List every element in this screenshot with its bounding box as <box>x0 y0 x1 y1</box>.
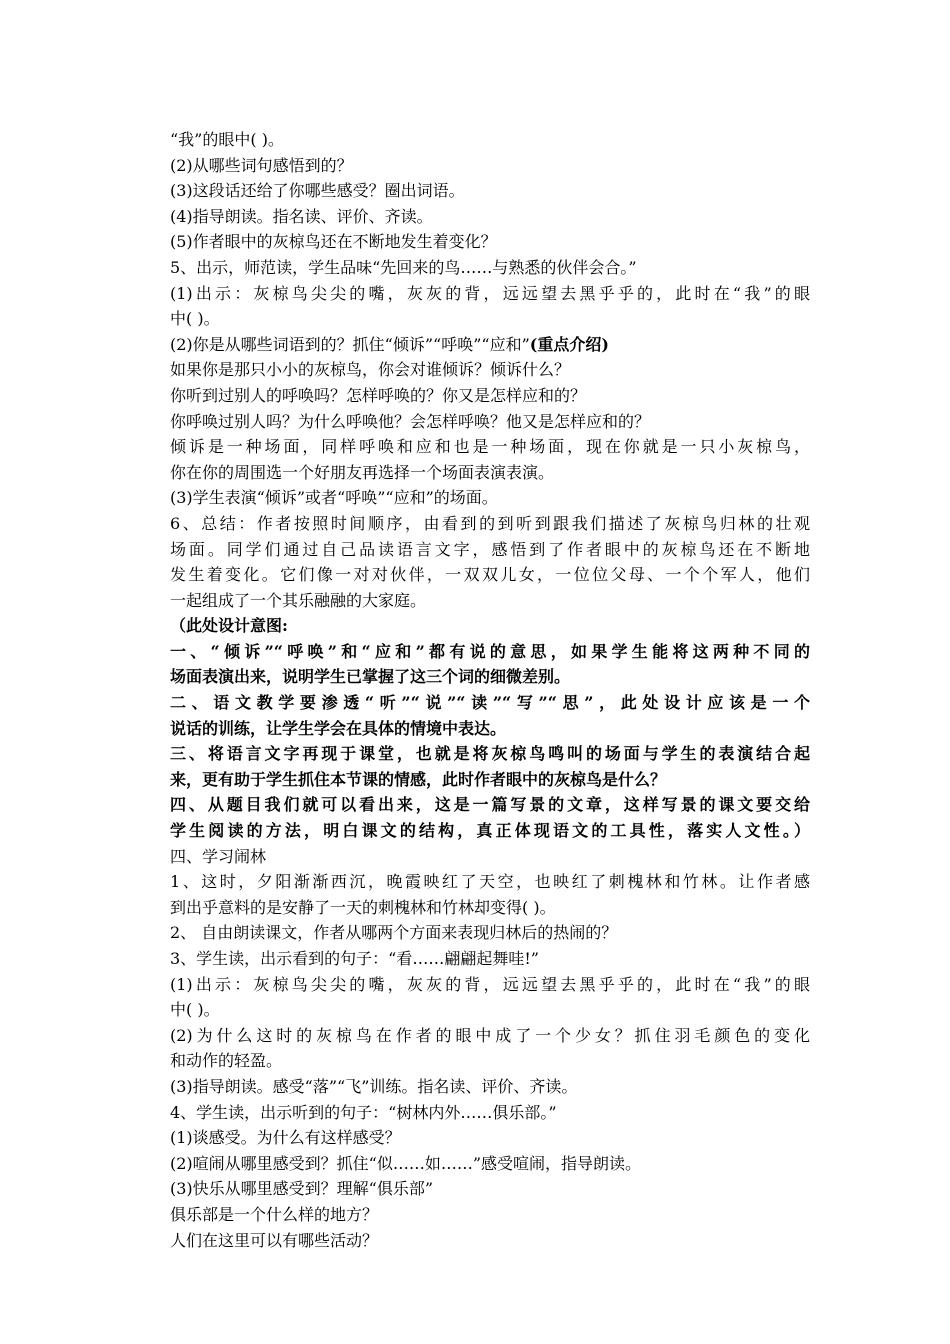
text-line <box>170 1202 810 1228</box>
text-line <box>170 997 810 1023</box>
text-line <box>170 690 810 716</box>
text-line <box>170 460 810 486</box>
line-text: 俱乐部是一个什么样的地方？ <box>170 1204 379 1224</box>
text-line <box>170 869 810 895</box>
text-line <box>170 281 810 307</box>
text-line <box>170 409 810 435</box>
text-line <box>170 716 810 742</box>
text-line <box>170 332 810 358</box>
text-line <box>170 306 810 332</box>
text-line <box>170 1100 810 1126</box>
text-line <box>170 1125 810 1151</box>
line-text: (5)作者眼中的灰椋鸟还在不断地发生着变化？ <box>170 232 497 252</box>
text-line <box>170 818 810 844</box>
text-line <box>170 664 810 690</box>
line-text: 倾诉是一种场面，同样呼唤和应和也是一种场面，现在你就是一只小灰椋鸟， <box>170 437 810 457</box>
text-line <box>170 844 810 870</box>
line-text: (3)这段话还给了你哪些感受？圈出词语。 <box>170 181 465 201</box>
line-text: (2)喧闹从哪里感受到？抓住“似……如……”感受喧闹，指导朗读。 <box>170 1153 642 1173</box>
line-text: 3、学生读，出示看到的句子：“看……翩翩起舞哇!” <box>170 949 539 968</box>
line-text: 四、从题目我们就可以看出来，这是一篇写景的文章，这样写景的课文要交给 <box>170 795 810 815</box>
document-page <box>170 127 810 1253</box>
text-line <box>170 511 810 537</box>
line-text: 场面表演出来，说明学生已掌握了这三个词的细微差别。 <box>170 667 571 687</box>
text-line <box>170 792 810 818</box>
line-text: 如果你是那只小小的灰椋鸟，你会对谁倾诉？倾诉什么？ <box>170 360 571 380</box>
line-text: 4、学生读，出示听到的句子：“树林内外……俱乐部。” <box>170 1102 557 1122</box>
line-text: (1)谈感受。为什么有这样感受？ <box>170 1128 401 1148</box>
line-text: 你呼唤过别人吗？为什么呼唤他？会怎样呼唤？他又是怎样应和的？ <box>170 411 651 431</box>
line-text: 一、“倾诉”“呼唤”和“应和”都有说的意思，如果学生能将这两种不同的 <box>170 641 810 661</box>
line-text: 来，更有助于学生抓住本节课的情感，此时作者眼中的灰椋鸟是什么？ <box>170 769 667 789</box>
text-line <box>170 127 810 153</box>
text-line <box>170 485 810 511</box>
line-text: 人们在这里可以有哪些活动？ <box>170 1230 379 1250</box>
text-line <box>170 767 810 793</box>
line-text: (3)学生表演“倾诉”或者“呼唤”“应和”的场面。 <box>170 488 498 508</box>
text-line <box>170 383 810 409</box>
text-line <box>170 537 810 563</box>
text-line <box>170 153 810 179</box>
text-line <box>170 1023 810 1049</box>
line-text: 学生阅读的方法，明白课文的结构，真正体现语文的工具性，落实人文性。） <box>170 821 810 841</box>
line-text: 2、 自由朗读课文，作者从哪两个方面来表现归林后的热闹的？ <box>170 923 618 943</box>
line-text: (2)从哪些词句感悟到的？ <box>170 155 353 175</box>
text-line <box>170 1228 810 1254</box>
emphasis-note: (重点介绍) <box>529 334 609 354</box>
text-line <box>170 895 810 921</box>
text-line <box>170 1176 810 1202</box>
text-line <box>170 178 810 204</box>
text-line <box>170 741 810 767</box>
line-text: （此处设计意图: <box>170 616 288 636</box>
text-line <box>170 1151 810 1177</box>
text-line <box>170 972 810 998</box>
text-line <box>170 1048 810 1074</box>
line-text: “我”的眼中( )。 <box>170 130 284 149</box>
line-text: 二、语文教学要渗透“听”“说”“读”“写”“思”，此处设计应该是一个 <box>170 693 810 713</box>
line-text: 到出乎意料的是安静了一天的刺槐林和竹林却变得( )。 <box>170 897 556 917</box>
line-text: 5、出示，师范读，学生品味“先回来的鸟……与熟悉的伙伴会合。” <box>170 257 637 277</box>
line-text: 三、将语言文字再现于课堂，也就是将灰椋鸟鸣叫的场面与学生的表演结合起 <box>170 744 810 764</box>
text-line <box>170 357 810 383</box>
line-text: (3)快乐从哪里感受到？理解“俱乐部” <box>170 1179 434 1199</box>
line-text: 说话的训练，让学生学会在具体的情境中表达。 <box>170 718 507 738</box>
line-text: 中( )。 <box>170 1000 220 1020</box>
text-line <box>170 204 810 230</box>
line-text: 发生着变化。它们像一对对伙伴，一双双儿女，一位位父母、一个个军人，他们 <box>170 565 810 585</box>
text-line <box>170 229 810 255</box>
line-text: 中( )。 <box>170 309 220 329</box>
text-line <box>170 588 810 614</box>
line-text: 一起组成了一个其乐融融的大家庭。 <box>170 590 427 610</box>
text-line <box>170 255 810 281</box>
line-text: (3)指导朗读。感受“落”“飞”训练。指名读、评价、齐读。 <box>170 1076 578 1096</box>
line-text: 你在你的周围选一个好朋友再选择一个场面表演表演。 <box>170 462 555 482</box>
line-text: 四、学习闹林 <box>170 846 267 866</box>
text-line <box>170 639 810 665</box>
line-text: (2)为什么这时的灰椋鸟在作者的眼中成了一个少女？抓住羽毛颜色的变化 <box>170 1025 810 1045</box>
text-line <box>170 562 810 588</box>
text-line <box>170 613 810 639</box>
line-text: (2)你是从哪些词语到的？抓住“倾诉”“呼唤”“应和” <box>170 334 530 354</box>
line-text: 6、总结：作者按照时间顺序，由看到的到听到跟我们描述了灰椋鸟归林的壮观 <box>170 513 810 533</box>
text-line <box>170 434 810 460</box>
line-text: (1)出示：灰椋鸟尖尖的嘴，灰灰的背，远远望去黑乎乎的，此时在“我”的眼 <box>170 283 810 303</box>
line-text: 和动作的轻盈。 <box>170 1051 283 1071</box>
line-text: (1)出示：灰椋鸟尖尖的嘴，灰灰的背，远远望去黑乎乎的，此时在“我”的眼 <box>170 974 810 994</box>
line-text: 你听到过别人的呼唤吗？怎样呼唤的？你又是怎样应和的？ <box>170 385 587 405</box>
text-line <box>170 920 810 946</box>
line-text: 场面。同学们通过自己品读语言文字，感悟到了作者眼中的灰椋鸟还在不断地 <box>170 539 810 559</box>
line-text: (4)指导朗读。指名读、评价、齐读。 <box>170 206 433 226</box>
line-text: 1、这时，夕阳渐渐西沉，晚霞映红了天空，也映红了刺槐林和竹林。让作者感 <box>170 872 810 892</box>
text-line <box>170 946 810 972</box>
text-line <box>170 1074 810 1100</box>
